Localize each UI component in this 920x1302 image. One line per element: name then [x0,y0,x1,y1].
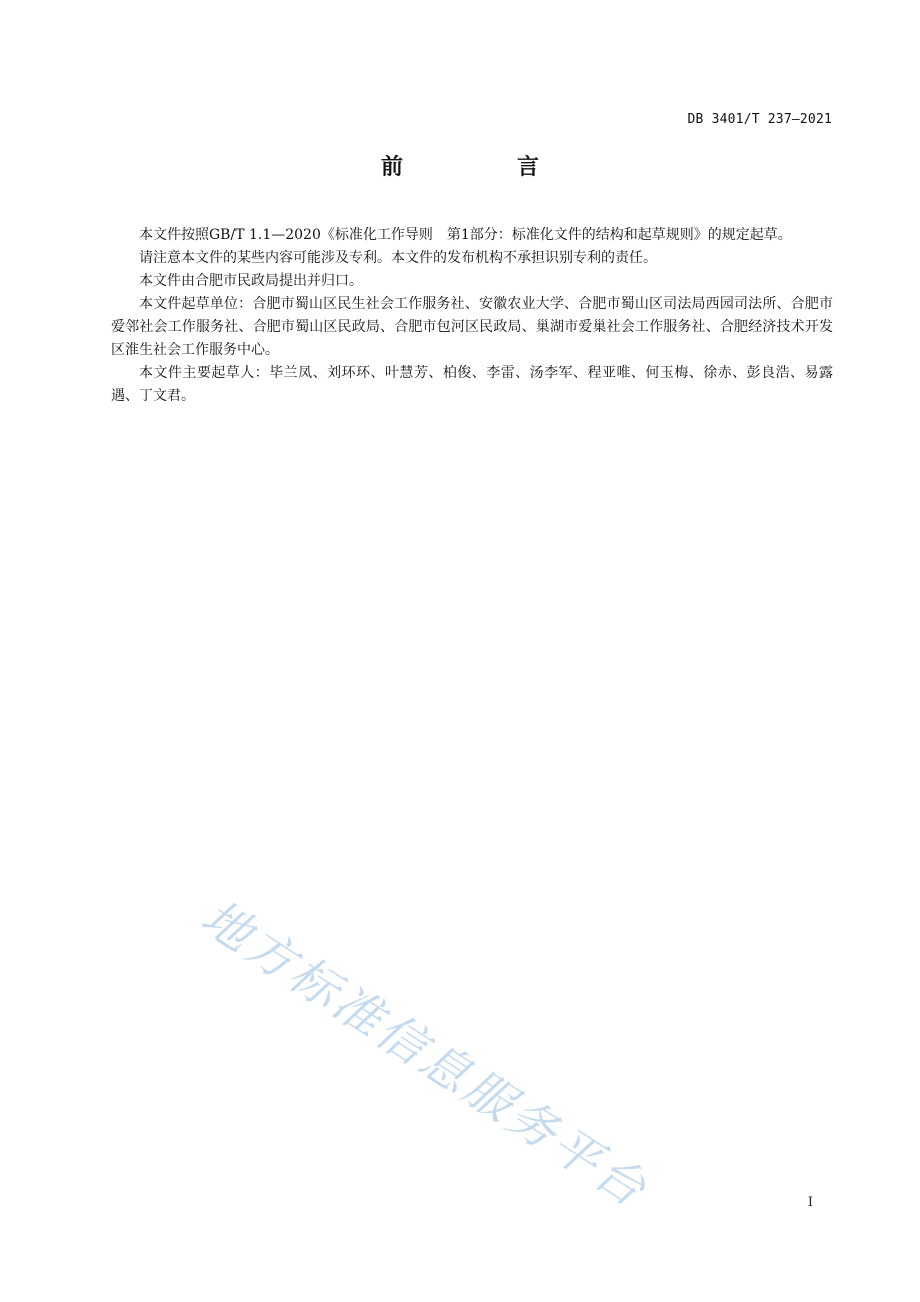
standard-code: DB 3401/T 237—2021 [687,112,832,127]
paragraph-drafters: 本文件主要起草人：毕兰凤、刘环环、叶慧芳、柏俊、李雷、汤李军、程亚唯、何玉梅、徐赤、彭良浩、易露遇、丁文君。 [111,365,833,404]
section-title: 前 言 [380,155,585,180]
paragraph-proposer: 本文件由合肥市民政局提出并归口。 [139,273,363,289]
paragraph-drafting-rules: 本文件按照GB/T 1.1—2020《标准化工作导则 第1部分：标准化文件的结构和起草规则》的规定起草。 [139,227,792,243]
paragraph-drafting-units: 本文件起草单位：合肥市蜀山区民生社会工作服务社、安徽农业大学、合肥市蜀山区司法局西园司法所、合肥市爱邻社会工作服务社、合肥市蜀山区民政局、合肥市包河区民政局、巢湖市爱巢社会工作服务社、合肥经济技术开发区淮生社会工作服务中心。 [111,296,833,358]
page-number: I [807,1195,813,1210]
paragraph-patent-notice: 请注意本文件的某些内容可能涉及专利。本文件的发布机构不承担识别专利的责任。 [139,250,657,266]
preface-body [111,224,833,408]
watermark-text: 地方标准信息服务平台 [191,889,659,1220]
